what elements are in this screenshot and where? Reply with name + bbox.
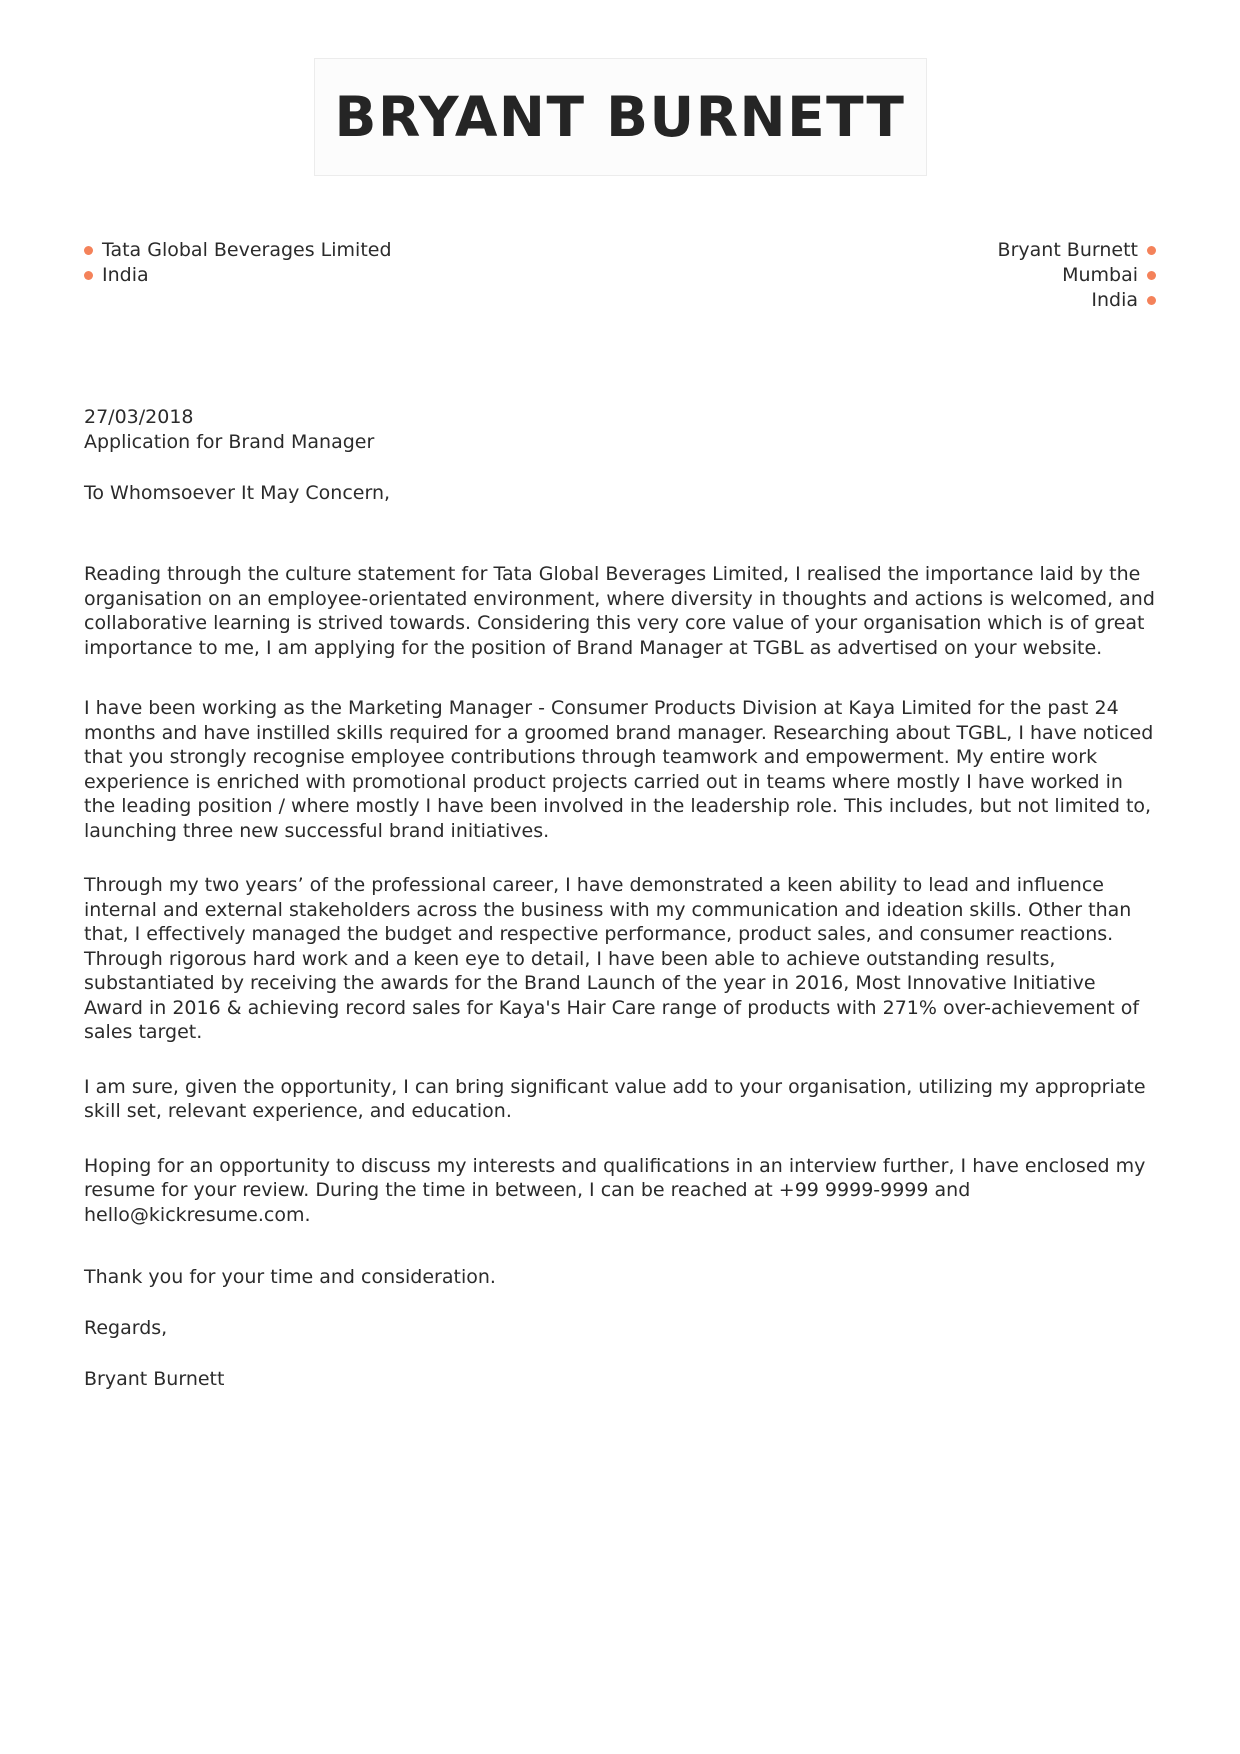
sender-name: Bryant Burnett bbox=[997, 239, 1138, 261]
sender-line bbox=[998, 263, 1156, 288]
sign-off-line: Regards, bbox=[84, 1317, 168, 1339]
recipient-company: Tata Global Beverages Limited bbox=[102, 239, 392, 261]
name-box bbox=[314, 58, 927, 176]
bullet-dot-icon bbox=[1147, 246, 1156, 255]
recipient-country: India bbox=[102, 264, 149, 286]
bullet-dot-icon bbox=[84, 246, 93, 255]
thank-you-line: Thank you for your time and consideration. bbox=[84, 1266, 496, 1288]
recipient-line bbox=[84, 263, 392, 288]
body-paragraph: Reading through the culture statement for Tata Global Beverages Limited, I realised the importance laid by the organisation on an employee-orientated environment, where diversity in thoughts and actions is welcomed, and collaborative learning is strived towards. Considering this very core value of your organisation which is of great importance to me, I am applying for the position of Brand Manager at TGBL as advertised on your website. bbox=[84, 563, 1155, 659]
bullet-dot-icon bbox=[1147, 271, 1156, 280]
signature-name: Bryant Burnett bbox=[84, 1368, 225, 1390]
page-title: BRYANT BURNETT bbox=[334, 84, 906, 149]
letter-body bbox=[0, 405, 1240, 1392]
sender-country: India bbox=[1091, 289, 1138, 311]
sender-block bbox=[998, 238, 1156, 313]
bullet-dot-icon bbox=[84, 271, 93, 280]
sender-city: Mumbai bbox=[1062, 264, 1138, 286]
recipient-line bbox=[84, 238, 392, 263]
address-row bbox=[0, 238, 1240, 313]
body-paragraph: Through my two years’ of the professional career, I have demonstrated a keen ability to lead and influence internal and external stakeholders across the business with my communication and ideation skills. Other than that, I effectively managed the budget and respective performance, product sales, and consumer reactions. Through rigorous hard work and a keen eye to detail, I have been able to achieve outstanding results, substantiated by receiving the awards for the Brand Launch of the year in 2016, Most Innovative Initiative Award in 2016 & achieving record sales for Kaya's Hair Care range of products with 271% over-achievement of sales target. bbox=[84, 874, 1140, 1043]
letter-date: 27/03/2018 bbox=[84, 406, 194, 428]
body-paragraph: Hoping for an opportunity to discuss my interests and qualifications in an interview further, I have enclosed my resume for your review. During the time in between, I can be reached at +99 9999-9999 and hello@kickresume.com. bbox=[84, 1154, 1146, 1226]
letter-header bbox=[0, 0, 1240, 176]
body-paragraph: I have been working as the Marketing Manager - Consumer Products Division at Kaya Limited for the past 24 months and have instilled skills required for a groomed brand manager. Researching about TGBL, I have noticed that you strongly recognise employee contributions through teamwork and empowerment. My entire work experience is enriched with promotional product projects carried out in teams where mostly I have worked in the leading position / where mostly I have been involved in the leadership role. This includes, but not limited to, launching three new successful brand initiatives. bbox=[84, 697, 1154, 842]
recipient-block bbox=[84, 238, 392, 288]
letter-subject: Application for Brand Manager bbox=[84, 431, 375, 453]
sender-line bbox=[998, 288, 1156, 313]
salutation: To Whomsoever It May Concern, bbox=[84, 482, 391, 504]
body-paragraph: I am sure, given the opportunity, I can bring significant value add to your organisation, utilizing my appropriate skill set, relevant experience, and education. bbox=[84, 1075, 1146, 1122]
bullet-dot-icon bbox=[1147, 296, 1156, 305]
sender-line bbox=[998, 238, 1156, 263]
